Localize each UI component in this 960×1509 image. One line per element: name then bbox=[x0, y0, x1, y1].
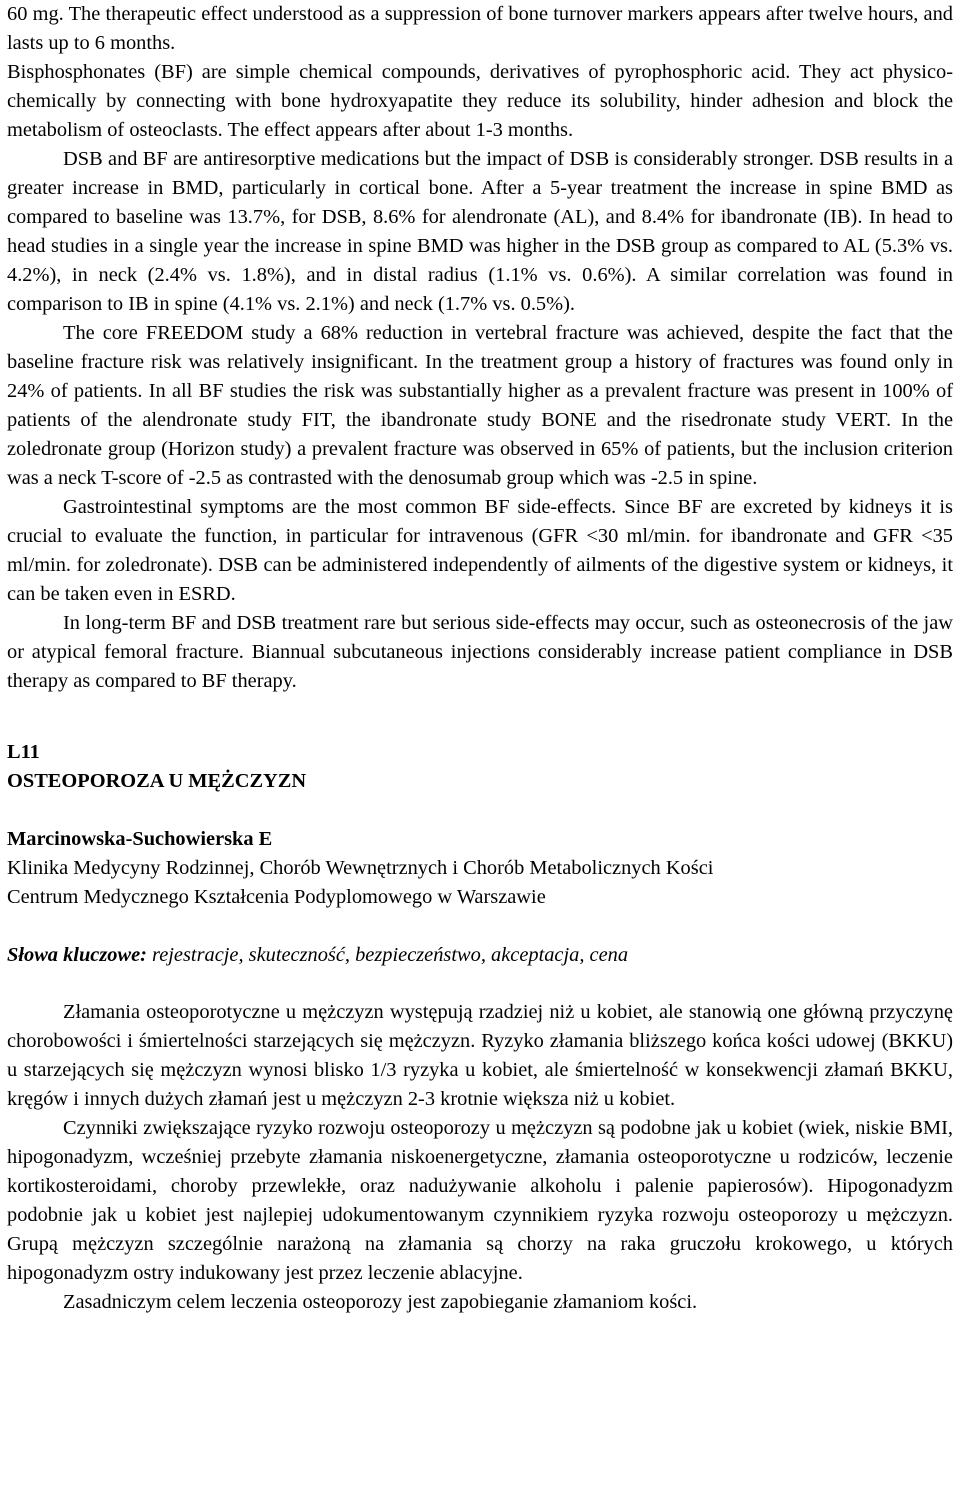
paragraph-dsb-vs-bf: DSB and BF are antiresorptive medications but the impact of DSB is considerably stronger. DSB results in a greater increase in BMD, particularly in cortical bone. After a 5-year treatment the increase in spine BMD as compared to baseline was 13.7%, for DSB, 8.6% for alendronate (AL), and 8.4% for ibandronate (IB). In head to head studies in a single year the increase in spine BMD was higher in the DSB group as compared to AL (5.3% vs. 4.2%), in neck (2.4% vs. 1.8%), and in distal radius (1.1% vs. 0.6%). A similar correlation was found in comparison to IB in spine (4.1% vs. 2.1%) and neck (1.7% vs. 0.5%). bbox=[7, 148, 953, 315]
paragraph-freedom-study: The core FREEDOM study a 68% reduction in vertebral fracture was achieved, despite the fact that the baseline fracture risk was relatively insignificant. In the treatment group a history of fractures was found only in 24% of patients. In all BF studies the risk was substantially higher as a prevalent fracture was present in 100% of patients of the alendronate study FIT, the ibandronate study BONE and the risedronate study VERT. In the zoledronate group (Horizon study) a prevalent fracture was observed in 65% of patients, but the inclusion criterion was a neck T-score of -2.5 as contrasted with the denosumab group which was -2.5 in spine. bbox=[7, 322, 953, 489]
affiliation-line-2: Centrum Medycznego Kształcenia Podyplomowego w Warszawie bbox=[7, 886, 546, 908]
affiliation-line-1: Klinika Medycyny Rodzinnej, Chorób Wewnętrznych i Chorób Metabolicznych Kości bbox=[7, 857, 714, 879]
paragraph-gastrointestinal: Gastrointestinal symptoms are the most common BF side-effects. Since BF are excreted by kidneys it is crucial to evaluate the function, in particular for intravenous (GFR <30 ml/min. for ibandronate and GFR <35 ml/min. for zoledronate). DSB can be administered independently of ailments of the digestive system or kidneys, it can be taken even in ESRD. bbox=[7, 496, 953, 605]
abstract-paragraph-treatment-goal: Zasadniczym celem leczenia osteoporozy jest zapobieganie złamaniom kości. bbox=[63, 1291, 698, 1313]
section-spacer bbox=[7, 696, 953, 738]
affiliation-spacer bbox=[7, 912, 953, 941]
keywords-list: rejestracje, skuteczność, bezpieczeństwo, akceptacja, cena bbox=[146, 944, 629, 966]
keywords-label: Słowa kluczowe: bbox=[7, 944, 147, 966]
keywords-line bbox=[7, 941, 953, 970]
abstract-title: OSTEOPOROZA U MĘŻCZYZN bbox=[7, 770, 307, 792]
paragraph-long-term: In long-term BF and DSB treatment rare but serious side-effects may occur, such as osteonecrosis of the jaw or atypical femoral fracture. Biannual subcutaneous injections considerably increase patient compliance in DSB therapy as compared to BF therapy. bbox=[7, 612, 953, 692]
abstract-paragraph-fractures: Złamania osteoporotyczne u mężczyzn występują rzadziej niż u kobiet, ale stanowią one główną przyczynę chorobowości i śmiertelności starzejących się mężczyzn. Ryzyko złamania bliższego końca kości udowej (BKKU) u starzejących się mężczyzn wynosi blisko 1/3 ryzyka u kobiet, ale śmiertelność w konsekwencji złamań BKKU, kręgów i innych dużych złamań jest u mężczyzn 2-3 krotnie większa niż u kobiet. bbox=[7, 1001, 953, 1110]
title-spacer bbox=[7, 796, 953, 825]
abstract-paragraph-risk-factors: Czynniki zwiększające ryzyko rozwoju osteoporozy u mężczyzn są podobne jak u kobiet (wiek, niskie BMI, hipogonadyzm, wcześniej przebyte złamania niskoenergetyczne, złamania osteoporotyczne u rodziców, leczenie kortikosteroidami, choroby przewlekłe, oraz nadużywanie alkoholu i palenie papierosów). Hipogonadyzm podobnie jak u kobiet jest najlepiej udokumentowanym czynnikiem ryzyka rozwoju osteoporozy u mężczyzn. Grupą mężczyzn szczególnie narażoną na złamania są chorzy na raka gruczołu krokowego, u których hipogonadyzm ostry indukowany jest przez leczenie ablacyjne. bbox=[7, 1117, 953, 1284]
paragraph-bisphosphonates: Bisphosphonates (BF) are simple chemical compounds, derivatives of pyrophosphoric acid. They act physico-chemically by connecting with bone hydroxyapatite they reduce its solubility, hinder adhesion and block the metabolism of osteoclasts. The effect appears after about 1-3 months. bbox=[7, 61, 953, 141]
abstract-author: Marcinowska-Suchowierska E bbox=[7, 828, 273, 850]
keywords-spacer bbox=[7, 970, 953, 998]
paragraph-therapeutic-effect: 60 mg. The therapeutic effect understood as a suppression of bone turnover markers appears after twelve hours, and lasts up to 6 months. bbox=[7, 3, 953, 54]
abstract-code: L11 bbox=[7, 741, 40, 763]
